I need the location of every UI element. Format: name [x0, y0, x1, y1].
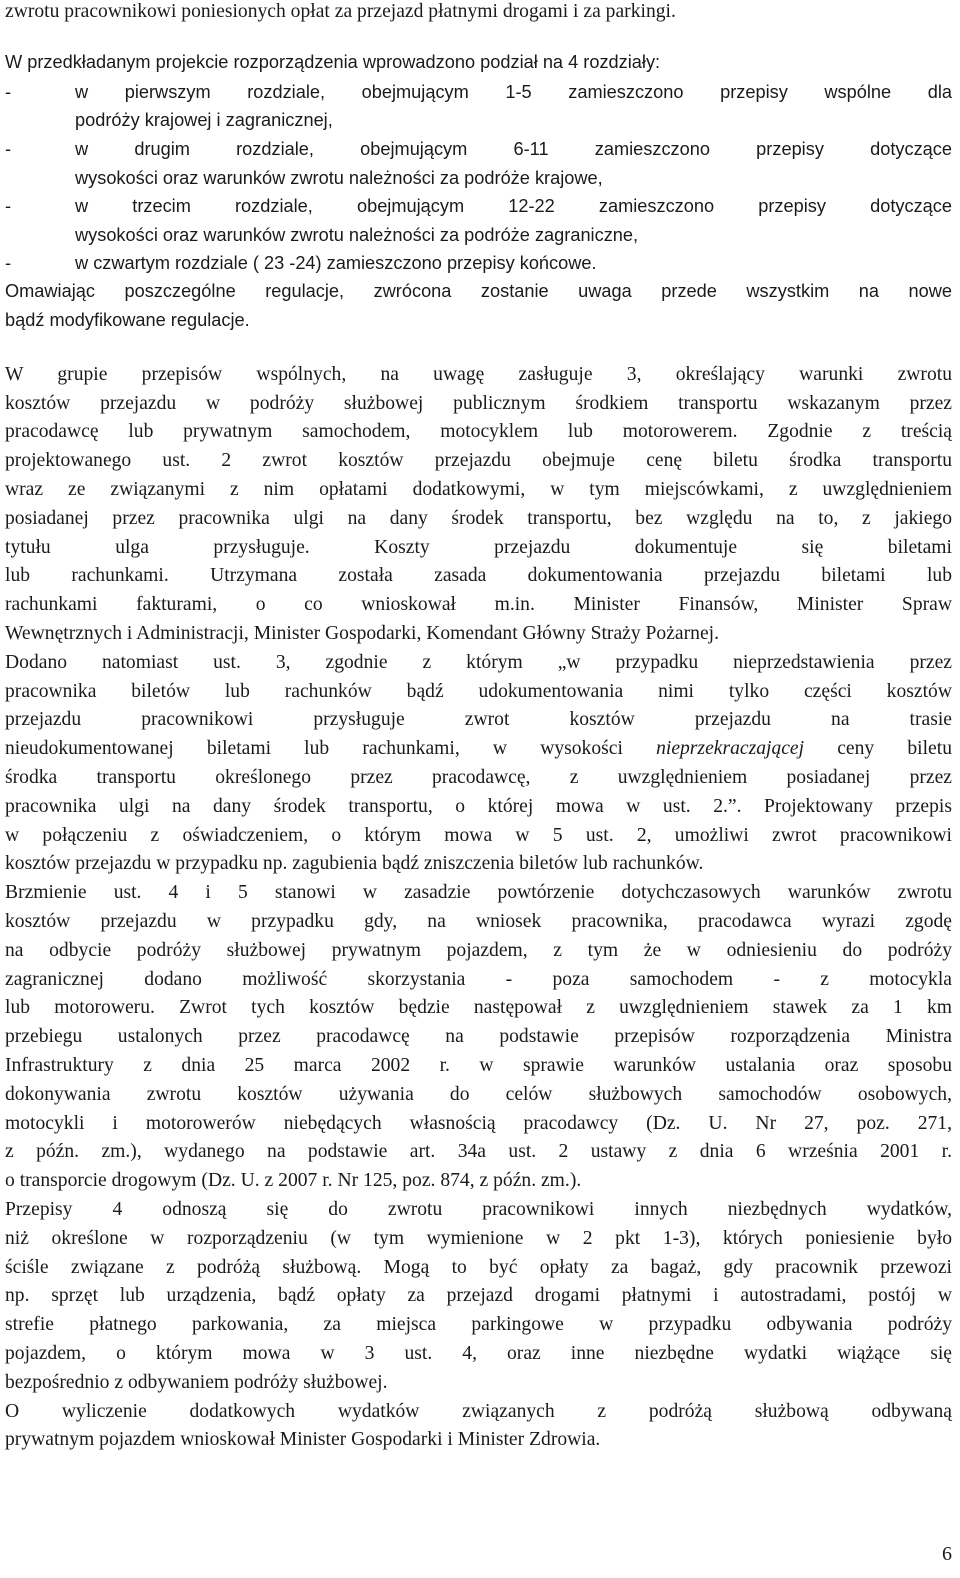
text-segment: ceny biletu — [837, 738, 952, 759]
text-line: kosztów przejazdu w podróży służbowej publicznym środkiem transportu wskazanym przez — [5, 393, 952, 414]
list-item-text: w drugim rozdziale, obejmującym 6-11 zamieszczono przepisy dotyczące — [75, 139, 952, 159]
text-line: Infrastruktury z dnia 25 marca 2002 r. w sprawie warunków ustalania oraz sposobu — [5, 1055, 952, 1076]
text-line: lub motoroweru. Zwrot tych kosztów będzie następował z uwzględnieniem stawek za 1 km — [5, 997, 952, 1018]
text-line: tytułu ulga przysługuje. Koszty przejazdu dokumentuje się biletami — [5, 537, 952, 558]
text-line: pracownika ulgi na dany środek transportu, o której mowa w ust. 2.”. Projektowany przepis — [5, 796, 952, 817]
text-line: Przepisy 4 odnoszą się do zwrotu pracownikowi innych niezbędnych wydatków, — [5, 1199, 952, 1220]
list-dash: - — [5, 196, 12, 216]
list-item-text: w czwartym rozdziale ( 23 -24) zamieszczono przepisy końcowe. — [75, 253, 597, 273]
text-segment: nieudokumentowanej biletami lub rachunkami, w wysokości — [5, 738, 623, 759]
text-line: strefie płatnego parkowania, za miejsca parkingowe w przypadku odbywania podróży — [5, 1314, 952, 1335]
text-line: kosztów przejazdu w przypadku np. zagubienia bądź zniszczenia biletów lub rachunków. — [5, 853, 704, 874]
list-item — [5, 249, 952, 278]
list-dash: - — [5, 82, 12, 102]
text-line: środka transportu określonego przez pracodawcę, z uwzględnieniem posiadanej przez — [5, 767, 952, 788]
text-line: motocykli i motorowerów niebędących własnością pracodawcy (Dz. U. Nr 27, poz. 271, — [5, 1113, 952, 1134]
text-line: przebiegu ustalonych przez pracodawcę na podstawie przepisów rozporządzenia Ministra — [5, 1026, 952, 1047]
text-line: pojazdem, o którym mowa w 3 ust. 4, oraz inne niezbędne wydatki wiążące się — [5, 1343, 952, 1364]
text-line: pracownika biletów lub rachunków bądź udokumentowania nimi tylko części kosztów — [5, 681, 952, 702]
page-number: 6 — [942, 1543, 952, 1565]
text-line: Wewnętrznych i Administracji, Minister Gospodarki, Komendant Główny Straży Pożarnej. — [5, 623, 719, 644]
text-line: przejazdu pracownikowi przysługuje zwrot kosztów przejazdu na trasie — [5, 709, 952, 730]
text-line: kosztów przejazdu w przypadku gdy, na wniosek pracownika, pracodawca wyrazi zgodę — [5, 911, 952, 932]
list-dash: - — [5, 139, 12, 159]
text-line: rachunkami fakturami, o co wnioskował m.in. Minister Finansów, Minister Spraw — [5, 594, 952, 615]
list-item-text: w trzecim rozdziale, obejmującym 12-22 zamieszczono przepisy dotyczące — [75, 196, 952, 216]
list-item — [5, 78, 952, 107]
list-item — [5, 192, 952, 221]
text-line: bądź modyfikowane regulacje. — [5, 310, 250, 330]
text-line: prywatnym pojazdem wnioskował Minister Gospodarki i Minister Zdrowia. — [5, 1429, 601, 1450]
text-line: W przedkładanym projekcie rozporządzenia wprowadzono podział na 4 rozdziały: — [5, 52, 661, 72]
text-line: na odbycie podróży służbowej prywatnym pojazdem, z tym że w odniesieniu do podróży — [5, 940, 952, 961]
list-item-text: podróży krajowej i zagranicznej, — [75, 110, 333, 130]
list-item-text: w pierwszym rozdziale, obejmującym 1-5 zamieszczono przepisy wspólne dla — [75, 82, 952, 102]
text-line: z późn. zm.), wydanego na podstawie art. 34a ust. 2 ustawy z dnia 6 września 2001 r. — [5, 1141, 952, 1162]
text-line: zagranicznej dodano możliwość skorzystania - poza samochodem - z motocykla — [5, 969, 952, 990]
text-line: Brzmienie ust. 4 i 5 stanowi w zasadzie powtórzenie dotychczasowych warunków zwrotu — [5, 882, 952, 903]
text-line: ściśle związane z podróżą służbową. Mogą to być opłaty za bagaż, gdy pracownik przewozi — [5, 1257, 952, 1278]
text-line: Dodano natomiast ust. 3, zgodnie z którym „w przypadku nieprzedstawienia przez — [5, 652, 952, 673]
text-line: wraz ze związanymi z nim opłatami dodatkowymi, w tym miejscówkami, z uwzględnieniem — [5, 479, 952, 500]
italic-text: nieprzekraczającej — [656, 738, 805, 759]
text-line: zwrotu pracownikowi poniesionych opłat za przejazd płatnymi drogami i za parkingi. — [5, 1, 676, 22]
text-line: pracodawcę lub prywatnym samochodem, motocyklem lub motorowerem. Zgodnie z treścią — [5, 421, 952, 442]
text-line — [5, 734, 952, 763]
text-line: o transporcie drogowym (Dz. U. z 2007 r. Nr 125, poz. 874, z późn. zm.). — [5, 1170, 582, 1191]
list-item — [5, 135, 952, 164]
text-line: posiadanej przez pracownika ulgi na dany środek transportu, bez względu na to, z jakiego — [5, 508, 952, 529]
list-item-text: wysokości oraz warunków zwrotu należności za podróże zagraniczne, — [75, 225, 639, 245]
text-line: projektowanego ust. 2 zwrot kosztów przejazdu obejmuje cenę biletu środka transportu — [5, 450, 952, 471]
text-line: W grupie przepisów wspólnych, na uwagę zasługuje 3, określający warunki zwrotu — [5, 364, 952, 385]
text-line: niż określone w rozporządzeniu (w tym wymienione w 2 pkt 1-3), których poniesienie było — [5, 1228, 952, 1249]
list-item-continuation — [5, 221, 952, 250]
list-item-text: wysokości oraz warunków zwrotu należności za podróże krajowe, — [75, 168, 603, 188]
text-line: Omawiając poszczególne regulacje, zwrócona zostanie uwaga przede wszystkim na nowe — [5, 281, 952, 301]
text-line: O wyliczenie dodatkowych wydatków związanych z podróżą służbową odbywaną — [5, 1401, 952, 1422]
text-line: bezpośrednio z odbywaniem podróży służbowej. — [5, 1372, 388, 1393]
text-line: w połączeniu z oświadczeniem, o którym mowa w 5 ust. 2, umożliwi zwrot pracownikowi — [5, 825, 952, 846]
list-item-continuation — [5, 106, 952, 135]
text-line: dokonywania zwrotu kosztów używania do celów służbowych samochodów osobowych, — [5, 1084, 952, 1105]
text-line: lub rachunkami. Utrzymana została zasada dokumentowania przejazdu biletami lub — [5, 565, 952, 586]
list-item-continuation — [5, 164, 952, 193]
text-line: np. sprzęt lub urządzenia, bądź opłaty za przejazd drogami płatnymi i autostradami, postój w — [5, 1285, 952, 1306]
list-dash: - — [5, 253, 12, 273]
